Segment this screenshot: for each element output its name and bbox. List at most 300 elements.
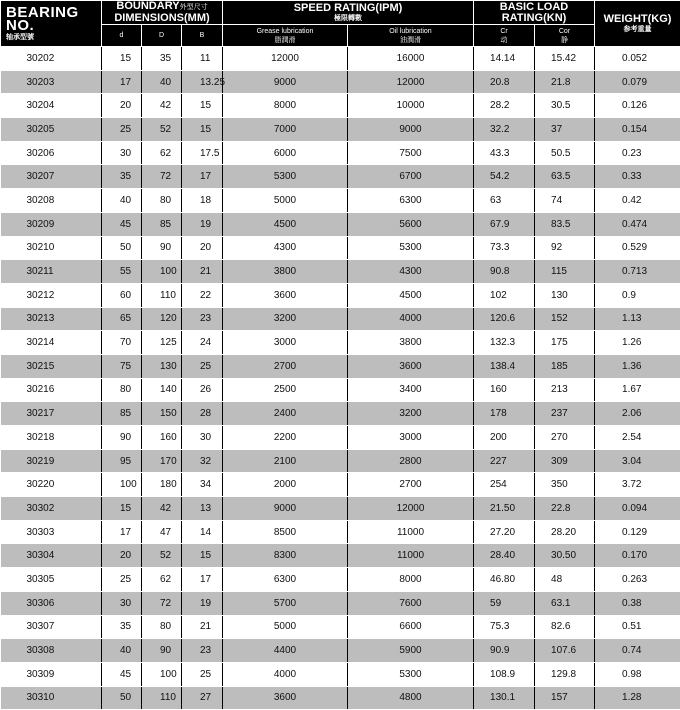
- oil-speed-cell: 3400: [348, 378, 474, 402]
- width-B-cell: 19: [182, 212, 223, 236]
- bearing-no-cn: 轴承型號: [6, 33, 101, 42]
- weight-cell: 1.67: [595, 378, 680, 402]
- weight-cell: 0.33: [595, 165, 680, 189]
- static-load-cell: 129.8: [535, 662, 595, 686]
- static-load-cell: 213: [535, 378, 595, 402]
- width-B-cell: 27: [182, 686, 223, 710]
- load-title-2: RATING(KN): [502, 12, 567, 24]
- bore-d-cell: 55: [102, 260, 142, 284]
- dynamic-load-cell: 138.4: [474, 354, 535, 378]
- dynamic-load-cell: 14.14: [474, 47, 535, 71]
- weight-cell: 0.713: [595, 260, 680, 284]
- oil-speed-cell: 11000: [348, 544, 474, 568]
- grease-speed-cell: 3600: [223, 686, 348, 710]
- weight-cell: 0.74: [595, 639, 680, 663]
- grease-speed-cell: 2100: [223, 449, 348, 473]
- grease-speed-cell: 2500: [223, 378, 348, 402]
- table-row: [1, 449, 680, 473]
- static-load-cell: 63.5: [535, 165, 595, 189]
- bearing-no-cell: 30203: [1, 70, 102, 94]
- width-B-cell: 28: [182, 402, 223, 426]
- grease-speed-cell: 9000: [223, 497, 348, 521]
- dynamic-load-cell: 73.3: [474, 236, 535, 260]
- width-B-cell: 25: [182, 662, 223, 686]
- oil-speed-cell: 3800: [348, 331, 474, 355]
- dynamic-load-cell: 20.8: [474, 70, 535, 94]
- width-B-cell: 17: [182, 165, 223, 189]
- table-row: [1, 260, 680, 284]
- load-title-1: BASIC LOAD: [500, 1, 568, 13]
- cor-label: Cor: [535, 27, 594, 36]
- header-load: [474, 1, 595, 25]
- oil-speed-cell: 7600: [348, 591, 474, 615]
- bore-d-cell: 100: [102, 473, 142, 497]
- table-row: [1, 426, 680, 450]
- bore-d-cell: 25: [102, 568, 142, 592]
- bearing-no-cell: 30310: [1, 686, 102, 710]
- weight-cell: 2.06: [595, 402, 680, 426]
- static-load-cell: 22.8: [535, 497, 595, 521]
- table-row: [1, 94, 680, 118]
- static-load-cell: 50.5: [535, 141, 595, 165]
- weight-cell: 2.54: [595, 426, 680, 450]
- cor-cn: 静: [535, 36, 594, 45]
- table-row: [1, 236, 680, 260]
- weight-cell: 0.079: [595, 70, 680, 94]
- width-B-cell: 15: [182, 118, 223, 142]
- weight-cell: 0.154: [595, 118, 680, 142]
- bearing-no-cell: 30209: [1, 212, 102, 236]
- weight-cell: 0.474: [595, 212, 680, 236]
- weight-cell: 0.51: [595, 615, 680, 639]
- bore-d-cell: 45: [102, 662, 142, 686]
- weight-title: WEIGHT(KG): [604, 13, 672, 25]
- table-row: [1, 165, 680, 189]
- oil-speed-cell: 10000: [348, 94, 474, 118]
- dynamic-load-cell: 67.9: [474, 212, 535, 236]
- oil-cn: 油潤滑: [348, 36, 473, 45]
- weight-cell: 0.126: [595, 94, 680, 118]
- bearing-no-cell: 30304: [1, 544, 102, 568]
- bearing-no-cell: 30303: [1, 520, 102, 544]
- outer-D-cell: 40: [142, 70, 182, 94]
- cr-label: Cr: [474, 27, 534, 36]
- grease-speed-cell: 2700: [223, 354, 348, 378]
- dynamic-load-cell: 43.3: [474, 141, 535, 165]
- header-boundary: [102, 1, 223, 25]
- width-B-cell: 13: [182, 497, 223, 521]
- outer-D-cell: 140: [142, 378, 182, 402]
- width-B-cell: 19: [182, 591, 223, 615]
- width-B-cell: 18: [182, 189, 223, 213]
- bore-d-cell: 65: [102, 307, 142, 331]
- bearing-no-cell: 30220: [1, 473, 102, 497]
- width-B-cell: 26: [182, 378, 223, 402]
- bearing-no-cell: 30204: [1, 94, 102, 118]
- d-label: d: [102, 31, 141, 40]
- static-load-cell: 63.1: [535, 591, 595, 615]
- outer-D-cell: 125: [142, 331, 182, 355]
- static-load-cell: 37: [535, 118, 595, 142]
- dynamic-load-cell: 75.3: [474, 615, 535, 639]
- width-B-cell: 25: [182, 354, 223, 378]
- width-B-cell: 13.25: [182, 70, 223, 94]
- dynamic-load-cell: 102: [474, 283, 535, 307]
- static-load-cell: 92: [535, 236, 595, 260]
- dynamic-load-cell: 227: [474, 449, 535, 473]
- table-row: [1, 402, 680, 426]
- oil-speed-cell: 5300: [348, 662, 474, 686]
- bearing-no-cell: 30214: [1, 331, 102, 355]
- bore-d-cell: 20: [102, 94, 142, 118]
- width-B-cell: 15: [182, 94, 223, 118]
- oil-speed-cell: 5900: [348, 639, 474, 663]
- outer-D-cell: 42: [142, 497, 182, 521]
- oil-speed-cell: 16000: [348, 47, 474, 71]
- oil-speed-cell: 3000: [348, 426, 474, 450]
- bearing-no-cell: 30218: [1, 426, 102, 450]
- speed-cn: 極限轉數: [223, 14, 473, 23]
- weight-cell: 0.38: [595, 591, 680, 615]
- grease-speed-cell: 8500: [223, 520, 348, 544]
- dynamic-load-cell: 254: [474, 473, 535, 497]
- outer-D-cell: 120: [142, 307, 182, 331]
- grease-speed-cell: 5000: [223, 615, 348, 639]
- outer-D-cell: 90: [142, 236, 182, 260]
- weight-cell: 1.36: [595, 354, 680, 378]
- header-grease: [223, 25, 348, 47]
- table-row: [1, 378, 680, 402]
- bearing-no-cell: 30213: [1, 307, 102, 331]
- table-row: [1, 686, 680, 710]
- grease-speed-cell: 3800: [223, 260, 348, 284]
- outer-D-cell: 62: [142, 141, 182, 165]
- outer-D-cell: 160: [142, 426, 182, 450]
- oil-speed-cell: 9000: [348, 118, 474, 142]
- static-load-cell: 30.50: [535, 544, 595, 568]
- weight-cell: 0.052: [595, 47, 680, 71]
- bearing-no-cell: 30309: [1, 662, 102, 686]
- header-speed: [223, 1, 474, 25]
- static-load-cell: 175: [535, 331, 595, 355]
- static-load-cell: 270: [535, 426, 595, 450]
- width-B-cell: 32: [182, 449, 223, 473]
- static-load-cell: 237: [535, 402, 595, 426]
- table-row: [1, 520, 680, 544]
- table-row: [1, 497, 680, 521]
- bore-d-cell: 15: [102, 47, 142, 71]
- grease-speed-cell: 2400: [223, 402, 348, 426]
- static-load-cell: 130: [535, 283, 595, 307]
- static-load-cell: 83.5: [535, 212, 595, 236]
- oil-speed-cell: 5300: [348, 236, 474, 260]
- width-B-cell: 22: [182, 283, 223, 307]
- width-B-cell: 21: [182, 615, 223, 639]
- weight-cell: 1.26: [595, 331, 680, 355]
- header-B: [182, 25, 223, 47]
- bearing-no-cell: 30212: [1, 283, 102, 307]
- bore-d-cell: 40: [102, 189, 142, 213]
- grease-speed-cell: 6300: [223, 568, 348, 592]
- outer-D-cell: 47: [142, 520, 182, 544]
- bearing-no-cell: 30307: [1, 615, 102, 639]
- oil-speed-cell: 6600: [348, 615, 474, 639]
- table-row: [1, 639, 680, 663]
- weight-cell: 0.9: [595, 283, 680, 307]
- grease-speed-cell: 4300: [223, 236, 348, 260]
- grease-speed-cell: 4500: [223, 212, 348, 236]
- bore-d-cell: 80: [102, 378, 142, 402]
- oil-speed-cell: 4800: [348, 686, 474, 710]
- static-load-cell: 48: [535, 568, 595, 592]
- dynamic-load-cell: 90.8: [474, 260, 535, 284]
- bearing-no-cell: 30207: [1, 165, 102, 189]
- bearing-no-cell: 30208: [1, 189, 102, 213]
- bore-d-cell: 17: [102, 70, 142, 94]
- oil-speed-cell: 2700: [348, 473, 474, 497]
- grease-speed-cell: 4400: [223, 639, 348, 663]
- bearing-no-cell: 30205: [1, 118, 102, 142]
- bearing-no-cell: 30206: [1, 141, 102, 165]
- outer-D-cell: 110: [142, 283, 182, 307]
- table-row: [1, 544, 680, 568]
- bore-d-cell: 40: [102, 639, 142, 663]
- width-B-cell: 23: [182, 307, 223, 331]
- bore-d-cell: 60: [102, 283, 142, 307]
- oil-speed-cell: 4500: [348, 283, 474, 307]
- outer-D-cell: 90: [142, 639, 182, 663]
- static-load-cell: 30.5: [535, 94, 595, 118]
- bearing-no-cell: 30306: [1, 591, 102, 615]
- width-B-cell: 17: [182, 568, 223, 592]
- static-load-cell: 152: [535, 307, 595, 331]
- outer-D-cell: 100: [142, 662, 182, 686]
- cr-cn: 动: [474, 36, 534, 45]
- weight-cell: 0.094: [595, 497, 680, 521]
- weight-cell: 0.129: [595, 520, 680, 544]
- bore-d-cell: 30: [102, 591, 142, 615]
- header-cr: [474, 25, 535, 47]
- grease-speed-cell: 8000: [223, 94, 348, 118]
- oil-speed-cell: 3600: [348, 354, 474, 378]
- oil-speed-cell: 12000: [348, 70, 474, 94]
- width-B-cell: 11: [182, 47, 223, 71]
- weight-cell: 0.42: [595, 189, 680, 213]
- outer-D-cell: 62: [142, 568, 182, 592]
- bore-d-cell: 50: [102, 686, 142, 710]
- table-row: [1, 591, 680, 615]
- oil-speed-cell: 2800: [348, 449, 474, 473]
- oil-speed-cell: 11000: [348, 520, 474, 544]
- oil-speed-cell: 5600: [348, 212, 474, 236]
- dynamic-load-cell: 160: [474, 378, 535, 402]
- bore-d-cell: 85: [102, 402, 142, 426]
- grease-speed-cell: 12000: [223, 47, 348, 71]
- bearing-no-cell: 30302: [1, 497, 102, 521]
- table-row: [1, 47, 680, 71]
- oil-speed-cell: 6700: [348, 165, 474, 189]
- header-cor: [535, 25, 595, 47]
- table-body: [1, 47, 680, 710]
- outer-D-cell: 110: [142, 686, 182, 710]
- grease-speed-cell: 2200: [223, 426, 348, 450]
- dimensions-title: DIMENSIONS(MM): [114, 12, 209, 24]
- table-row: [1, 331, 680, 355]
- table-row: [1, 615, 680, 639]
- static-load-cell: 82.6: [535, 615, 595, 639]
- outer-D-cell: 80: [142, 189, 182, 213]
- dynamic-load-cell: 108.9: [474, 662, 535, 686]
- table-row: [1, 70, 680, 94]
- oil-speed-cell: 12000: [348, 497, 474, 521]
- dynamic-load-cell: 28.40: [474, 544, 535, 568]
- width-B-cell: 14: [182, 520, 223, 544]
- grease-speed-cell: 7000: [223, 118, 348, 142]
- grease-speed-cell: 3000: [223, 331, 348, 355]
- outer-D-cell: 150: [142, 402, 182, 426]
- grease-label: Grease lubrication: [223, 27, 347, 36]
- bearing-no-cell: 30215: [1, 354, 102, 378]
- grease-speed-cell: 5700: [223, 591, 348, 615]
- dynamic-load-cell: 28.2: [474, 94, 535, 118]
- outer-D-cell: 130: [142, 354, 182, 378]
- table-row: [1, 212, 680, 236]
- bearing-no-cell: 30308: [1, 639, 102, 663]
- table-row: [1, 283, 680, 307]
- grease-speed-cell: 8300: [223, 544, 348, 568]
- bore-d-cell: 50: [102, 236, 142, 260]
- dynamic-load-cell: 32.2: [474, 118, 535, 142]
- bearing-no-title: BEARING NO.: [6, 6, 101, 32]
- weight-cell: 0.170: [595, 544, 680, 568]
- outer-D-cell: 180: [142, 473, 182, 497]
- weight-cell: 0.529: [595, 236, 680, 260]
- dynamic-load-cell: 130.1: [474, 686, 535, 710]
- static-load-cell: 21.8: [535, 70, 595, 94]
- dynamic-load-cell: 132.3: [474, 331, 535, 355]
- dynamic-load-cell: 178: [474, 402, 535, 426]
- dynamic-load-cell: 90.9: [474, 639, 535, 663]
- static-load-cell: 15.42: [535, 47, 595, 71]
- boundary-title: BOUNDARY: [116, 0, 179, 12]
- bore-d-cell: 15: [102, 497, 142, 521]
- static-load-cell: 107.6: [535, 639, 595, 663]
- header-D: [142, 25, 182, 47]
- static-load-cell: 115: [535, 260, 595, 284]
- outer-D-cell: 35: [142, 47, 182, 71]
- oil-speed-cell: 6300: [348, 189, 474, 213]
- dynamic-load-cell: 120.6: [474, 307, 535, 331]
- table-row: [1, 141, 680, 165]
- grease-speed-cell: 5300: [223, 165, 348, 189]
- bore-d-cell: 30: [102, 141, 142, 165]
- static-load-cell: 185: [535, 354, 595, 378]
- width-B-cell: 34: [182, 473, 223, 497]
- B-label: B: [182, 31, 222, 40]
- bore-d-cell: 45: [102, 212, 142, 236]
- weight-cell: 1.28: [595, 686, 680, 710]
- static-load-cell: 309: [535, 449, 595, 473]
- dynamic-load-cell: 63: [474, 189, 535, 213]
- outer-D-cell: 72: [142, 165, 182, 189]
- weight-cell: 0.23: [595, 141, 680, 165]
- table-row: [1, 662, 680, 686]
- table-row: [1, 354, 680, 378]
- static-load-cell: 350: [535, 473, 595, 497]
- outer-D-cell: 170: [142, 449, 182, 473]
- oil-speed-cell: 7500: [348, 141, 474, 165]
- table-header: [1, 1, 680, 47]
- bore-d-cell: 75: [102, 354, 142, 378]
- bore-d-cell: 35: [102, 615, 142, 639]
- weight-cell: 1.13: [595, 307, 680, 331]
- grease-cn: 脂潤滑: [223, 36, 347, 45]
- bearing-no-cell: 30305: [1, 568, 102, 592]
- bore-d-cell: 25: [102, 118, 142, 142]
- static-load-cell: 74: [535, 189, 595, 213]
- bearing-no-cell: 30210: [1, 236, 102, 260]
- dynamic-load-cell: 200: [474, 426, 535, 450]
- outer-D-cell: 80: [142, 615, 182, 639]
- weight-cell: 0.98: [595, 662, 680, 686]
- D-label: D: [142, 31, 181, 40]
- weight-cell: 3.04: [595, 449, 680, 473]
- bore-d-cell: 95: [102, 449, 142, 473]
- dynamic-load-cell: 27.20: [474, 520, 535, 544]
- static-load-cell: 28.20: [535, 520, 595, 544]
- grease-speed-cell: 2000: [223, 473, 348, 497]
- grease-speed-cell: 6000: [223, 141, 348, 165]
- width-B-cell: 17.5: [182, 141, 223, 165]
- bore-d-cell: 20: [102, 544, 142, 568]
- static-load-cell: 157: [535, 686, 595, 710]
- bore-d-cell: 17: [102, 520, 142, 544]
- outer-D-cell: 42: [142, 94, 182, 118]
- outer-D-cell: 52: [142, 544, 182, 568]
- dynamic-load-cell: 59: [474, 591, 535, 615]
- oil-speed-cell: 4300: [348, 260, 474, 284]
- table-row: [1, 473, 680, 497]
- grease-speed-cell: 9000: [223, 70, 348, 94]
- bore-d-cell: 70: [102, 331, 142, 355]
- width-B-cell: 23: [182, 639, 223, 663]
- dynamic-load-cell: 54.2: [474, 165, 535, 189]
- table-row: [1, 118, 680, 142]
- table-row: [1, 189, 680, 213]
- speed-title: SPEED RATING(IPM): [294, 2, 403, 14]
- header-oil: [348, 25, 474, 47]
- oil-speed-cell: 3200: [348, 402, 474, 426]
- bearing-no-cell: 30219: [1, 449, 102, 473]
- bearing-no-cell: 30211: [1, 260, 102, 284]
- oil-label: Oil lubrication: [348, 27, 473, 36]
- grease-speed-cell: 5000: [223, 189, 348, 213]
- outer-D-cell: 52: [142, 118, 182, 142]
- table-row: [1, 568, 680, 592]
- width-B-cell: 24: [182, 331, 223, 355]
- weight-cell: 0.263: [595, 568, 680, 592]
- bearing-no-cell: 30216: [1, 378, 102, 402]
- width-B-cell: 20: [182, 236, 223, 260]
- table-row: [1, 307, 680, 331]
- bearing-no-cell: 30217: [1, 402, 102, 426]
- width-B-cell: 21: [182, 260, 223, 284]
- width-B-cell: 15: [182, 544, 223, 568]
- grease-speed-cell: 3200: [223, 307, 348, 331]
- bearing-no-cell: 30202: [1, 47, 102, 71]
- grease-speed-cell: 3600: [223, 283, 348, 307]
- oil-speed-cell: 4000: [348, 307, 474, 331]
